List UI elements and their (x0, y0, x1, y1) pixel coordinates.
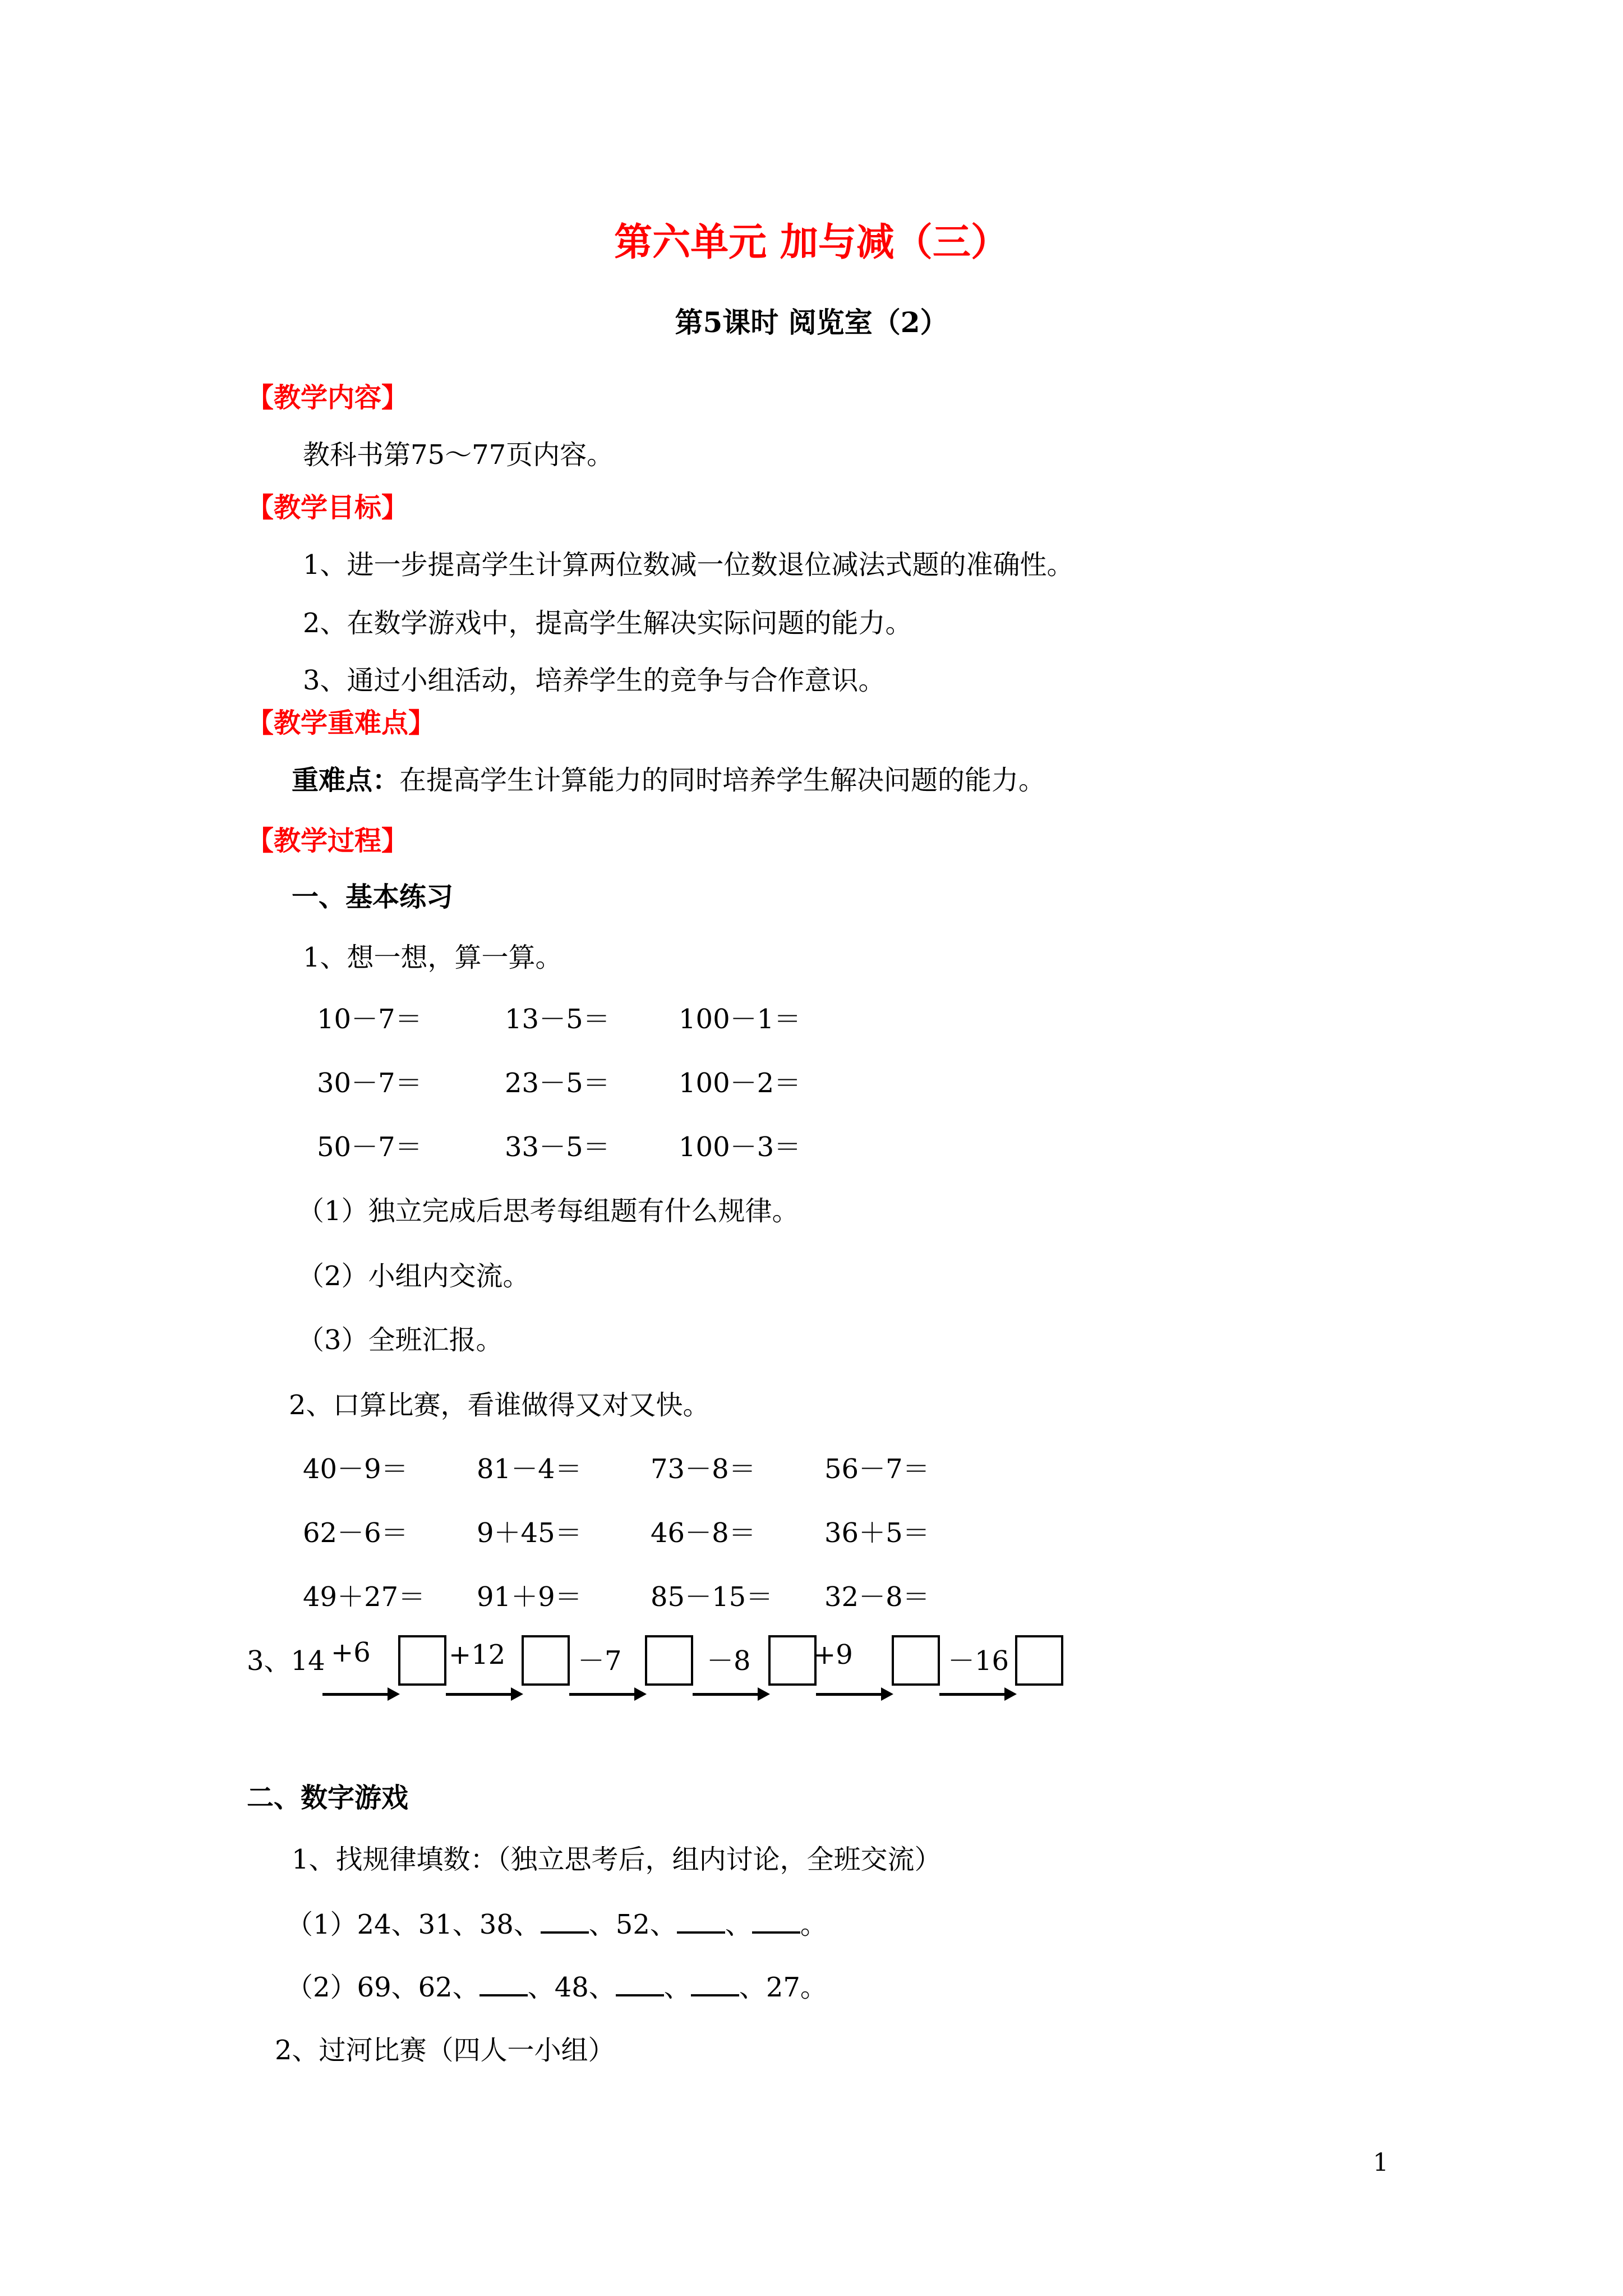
q2-prompt: 2、口算比赛，看谁做得又对又快。 (289, 1389, 710, 1421)
sequence-2 (286, 1966, 827, 2004)
sequence-text: 、52、 (588, 1909, 677, 1940)
fill-blank[interactable] (752, 1909, 800, 1934)
q3-answer-box[interactable] (398, 1635, 446, 1686)
q1-step: （2）小组内交流。 (297, 1260, 530, 1292)
q3-operator: +9 (813, 1639, 853, 1671)
q1-step: （1）独立完成后思考每组题有什么规律。 (297, 1195, 799, 1227)
q2-equation: 85－15＝ (651, 1581, 773, 1613)
q1-equation: 13－5＝ (505, 1004, 610, 1035)
content-header: 【教学内容】 (247, 382, 409, 413)
sequence-text: 、 (663, 1972, 691, 2003)
q1-equation: 23－5＝ (505, 1068, 610, 1099)
sequence-text: （1）24、31、38、 (286, 1909, 541, 1940)
q3-arrow (569, 1693, 637, 1696)
q3-operator: －16 (948, 1645, 1009, 1677)
q3-answer-box[interactable] (522, 1635, 570, 1686)
goal-item: 1、进一步提高学生计算两位数减一位数退位减法式题的准确性。 (303, 549, 1074, 581)
goal-item: 2、在数学游戏中，提高学生解决实际问题的能力。 (303, 608, 912, 639)
q2-equation: 40－9＝ (303, 1453, 408, 1485)
sequence-text: 。 (800, 1909, 827, 1940)
goals-header: 【教学目标】 (247, 492, 409, 523)
q3-answer-box[interactable] (1015, 1635, 1063, 1686)
q3-answer-box[interactable] (645, 1635, 693, 1686)
page-number: 1 (1373, 2148, 1389, 2177)
part2-q1-prompt: 1、找规律填数：（独立思考后，组内讨论，全班交流） (292, 1844, 942, 1875)
sequence-text: （2）69、62、 (286, 1972, 479, 2003)
q3-arrow (939, 1693, 1007, 1696)
q1-equation: 50－7＝ (317, 1131, 422, 1163)
key-points-header: 【教学重难点】 (247, 707, 436, 739)
lesson-subtitle: 第5课时 阅览室（2） (675, 306, 948, 339)
part2-heading: 二、数字游戏 (247, 1782, 409, 1814)
fill-blank[interactable] (541, 1909, 589, 1934)
content-text: 教科书第75～77页内容。 (303, 439, 614, 471)
q2-equation: 32－8＝ (824, 1581, 930, 1613)
part1-heading: 一、基本练习 (292, 881, 454, 913)
q3-arrow (446, 1693, 513, 1696)
q1-step: （3）全班汇报。 (297, 1324, 503, 1356)
sequence-text: 、48、 (527, 1972, 616, 2003)
q2-equation: 91＋9＝ (477, 1581, 582, 1613)
fill-blank[interactable] (616, 1972, 664, 1996)
fill-blank[interactable] (691, 1972, 739, 1996)
q1-prompt: 1、想一想，算一算。 (303, 942, 562, 973)
sequence-text: 、27。 (739, 1972, 827, 2003)
sequence-text: 、 (725, 1909, 752, 1940)
goal-item: 3、通过小组活动，培养学生的竞争与合作意识。 (303, 665, 886, 696)
part2-q2-prompt: 2、过河比赛（四人一小组） (275, 2035, 615, 2066)
q2-equation: 9＋45＝ (477, 1517, 582, 1549)
q3-answer-box[interactable] (892, 1635, 940, 1686)
q1-equation: 100－1＝ (679, 1004, 801, 1035)
q3-operator: +12 (449, 1639, 506, 1671)
q3-operator: －7 (578, 1645, 622, 1677)
q2-equation: 49＋27＝ (303, 1581, 426, 1613)
q2-equation: 81－4＝ (477, 1453, 582, 1485)
q3-arrow (816, 1693, 883, 1696)
q2-equation: 46－8＝ (651, 1517, 756, 1549)
q2-equation: 73－8＝ (651, 1453, 756, 1485)
q1-equation: 10－7＝ (317, 1004, 422, 1035)
q1-equation: 100－3＝ (679, 1131, 801, 1163)
q2-equation: 56－7＝ (824, 1453, 930, 1485)
sequence-1 (286, 1903, 827, 1941)
key-points-content: 在提高学生计算能力的同时培养学生解决问题的能力。 (399, 765, 1046, 796)
key-points-text (292, 758, 1045, 797)
q3-answer-box[interactable] (768, 1635, 817, 1686)
q3-operator: +6 (331, 1637, 371, 1668)
q1-equation: 30－7＝ (317, 1068, 422, 1099)
q1-equation: 100－2＝ (679, 1068, 801, 1099)
q3-start: 3、14 (247, 1645, 325, 1677)
q3-arrow (322, 1693, 390, 1696)
fill-blank[interactable] (479, 1972, 528, 1996)
q2-equation: 62－6＝ (303, 1517, 408, 1549)
q2-equation: 36＋5＝ (824, 1517, 930, 1549)
q1-equation: 33－5＝ (505, 1131, 610, 1163)
key-points-label: 重难点： (292, 765, 400, 796)
process-header: 【教学过程】 (247, 825, 409, 857)
fill-blank[interactable] (677, 1909, 725, 1934)
page-title: 第六单元 加与减（三） (614, 220, 1009, 265)
q3-operator: －8 (707, 1645, 751, 1677)
q3-arrow (693, 1693, 760, 1696)
